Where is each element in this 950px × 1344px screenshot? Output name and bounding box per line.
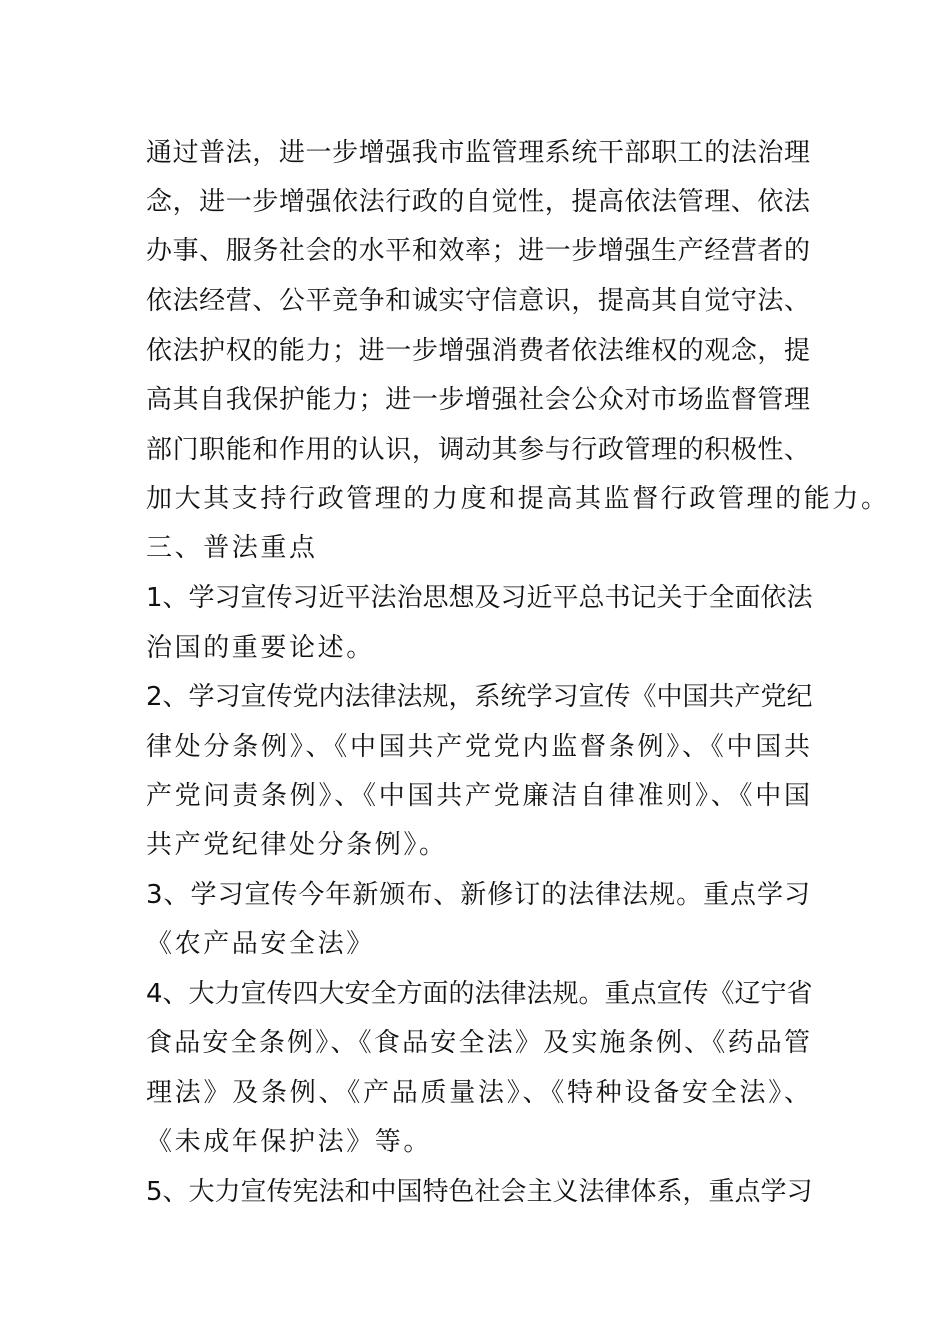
list-item-line: 3、学习宣传今年新颁布、新修订的法律法规。重点学习 <box>146 880 810 910</box>
list-item-line: 2、学习宣传党内法律法规，系统学习宣传《中国共产党纪 <box>146 682 813 712</box>
list-item-line: 产党问责条例》、《中国共产党廉洁自律准则》、《中国 <box>146 781 810 811</box>
paragraph-line: 念，进一步增强依法行政的自觉性，提高依法管理、依法 <box>146 187 810 217</box>
list-item-line: 理法》及条例、《产品质量法》、《特种设备安全法》、 <box>146 1078 810 1108</box>
list-item-line: 律处分条例》、《中国共产党党内监督条例》、《中国共 <box>146 732 810 762</box>
list-item-line: 《未成年保护法》等。 <box>146 1127 433 1157</box>
paragraph-line: 部门职能和作用的认识，调动其参与行政管理的积极性、 <box>146 435 810 465</box>
paragraph-line: 加大其支持行政管理的力度和提高其监督行政管理的能力。 <box>146 484 890 514</box>
list-item-line: 5、大力宣传宪法和中国特色社会主义法律体系，重点学习 <box>146 1177 813 1207</box>
paragraph-line: 高其自我保护能力；进一步增强社会公众对市场监督管理 <box>146 385 810 415</box>
list-item-line: 食品安全条例》、《食品安全法》及实施条例、《药品管 <box>146 1028 810 1058</box>
paragraph-line: 通过普法，进一步增强我市监管理系统干部职工的法治理 <box>146 138 810 168</box>
paragraph-line: 依法护权的能力；进一步增强消费者依法维权的观念，提 <box>146 336 810 366</box>
list-item-line: 共产党纪律处分条例》。 <box>146 830 448 860</box>
list-item-line: 4、大力宣传四大安全方面的法律法规。重点宣传《辽宁省 <box>146 979 813 1009</box>
list-item-line: 治国的重要论述。 <box>146 633 375 663</box>
paragraph-line: 依法经营、公平竞争和诚实守信意识，提高其自觉守法、 <box>146 286 810 316</box>
paragraph-line: 办事、服务社会的水平和效率；进一步增强生产经营者的 <box>146 236 810 266</box>
section-heading: 三、普法重点 <box>146 533 318 563</box>
list-item-line: 1、学习宣传习近平法治思想及习近平总书记关于全面依法 <box>146 583 813 613</box>
list-item-line: 《农产品安全法》 <box>146 929 375 959</box>
